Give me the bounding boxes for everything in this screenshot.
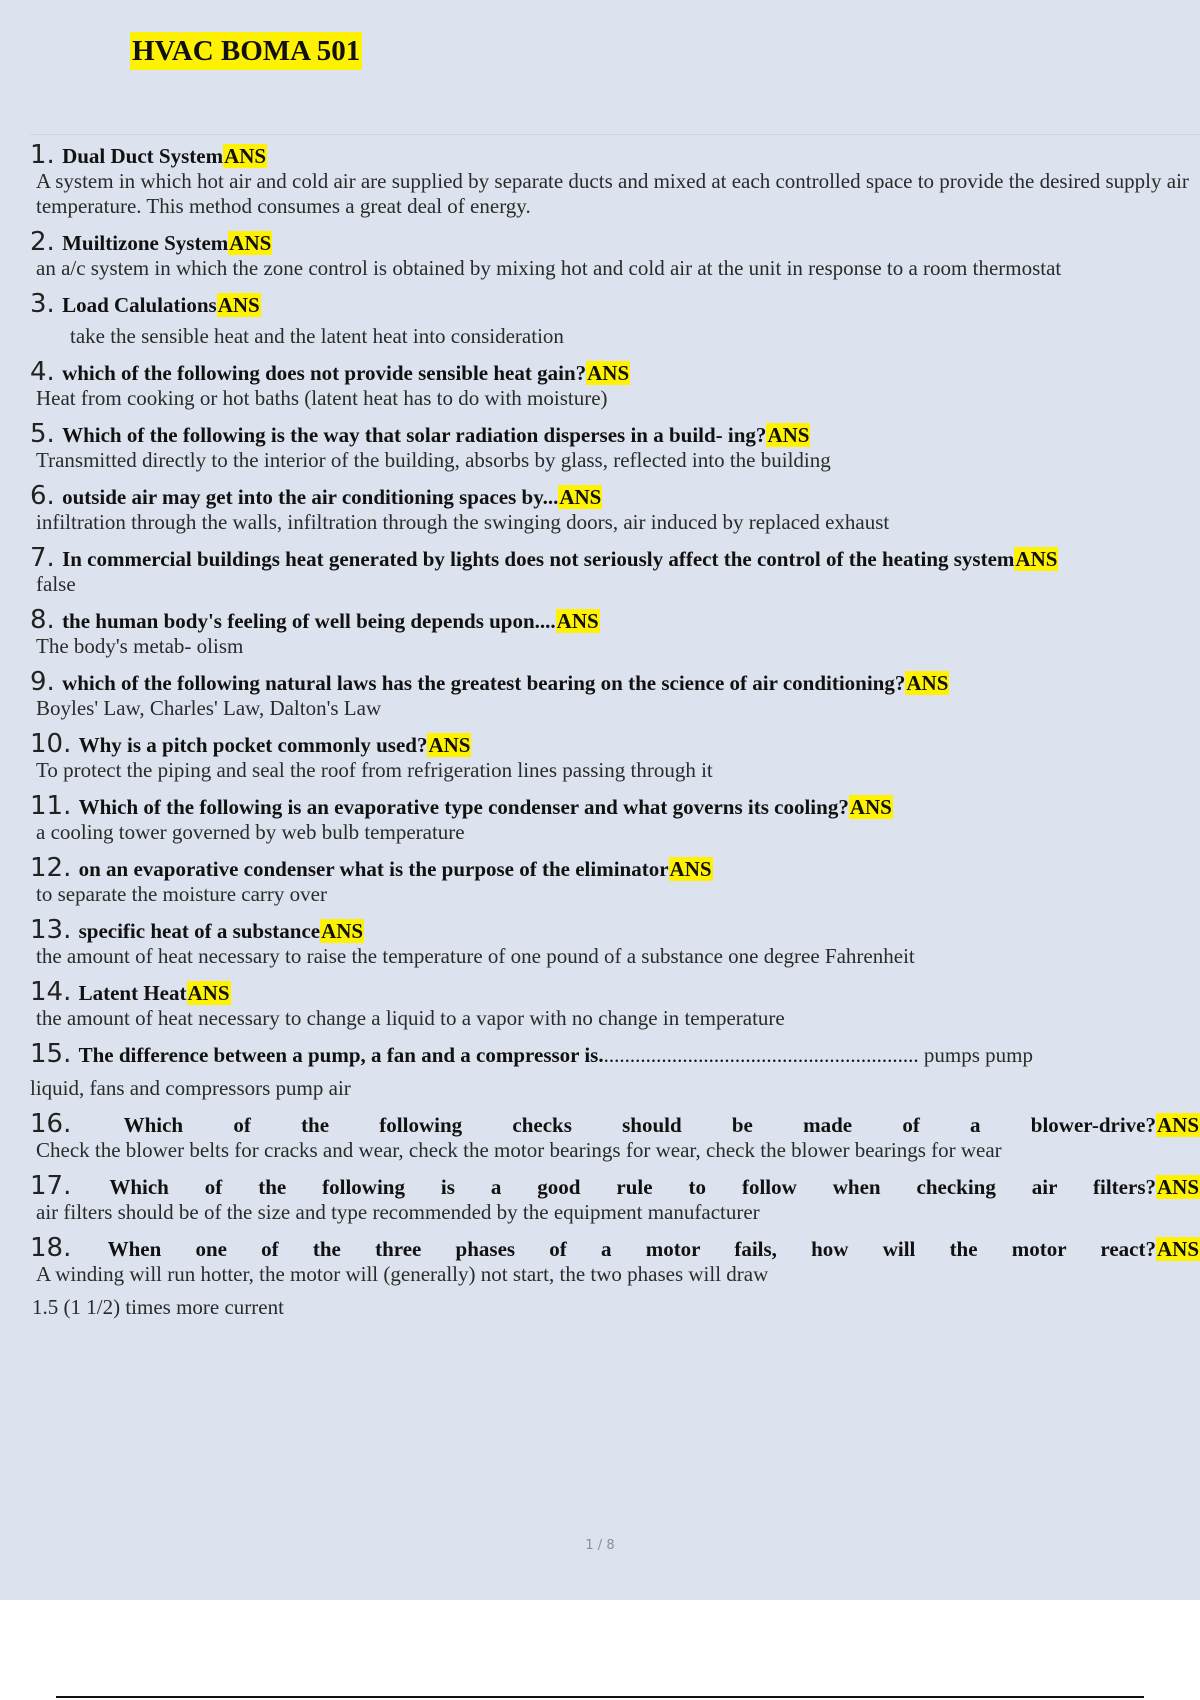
question-number: 3.: [30, 289, 55, 319]
answer-marker: ANS: [229, 231, 272, 255]
answer-marker: ANS: [559, 485, 602, 509]
answer-marker: ANS: [428, 733, 471, 757]
question-text: the human body's feeling of well being depends upon....: [62, 609, 556, 633]
question-text: which of the following natural laws has the greatest bearing on the science of air conditioning?: [62, 671, 906, 695]
answer-text: Check the blower belts for cracks and wear, check the motor bearings for wear, check the blower bearings for wear: [36, 1138, 1002, 1162]
list-item: [30, 1173, 1200, 1225]
answer-marker: ANS: [217, 293, 260, 317]
page-indicator: 1 / 8: [585, 1538, 615, 1553]
answer-marker: ANS: [1156, 1113, 1199, 1137]
answer-text: Transmitted directly to the interior of the building, absorbs by glass, reflected into the building: [36, 448, 831, 472]
document-title: HVAC BOMA 501: [130, 32, 362, 70]
list-item: [30, 291, 1200, 349]
answer-text: an a/c system in which the zone control is obtained by mixing hot and cold air at the unit in response to a room thermostat: [36, 256, 1062, 280]
answer-text: to separate the moisture carry over: [36, 882, 327, 906]
question-number: 10.: [30, 729, 72, 759]
answer-marker: ANS: [906, 671, 949, 695]
question-text: outside air may get into the air conditioning spaces by...: [62, 485, 559, 509]
answer-marker: ANS: [321, 919, 364, 943]
answer-marker: ANS: [187, 981, 230, 1005]
answer-marker: ANS: [1157, 1237, 1200, 1261]
question-text: specific heat of a substance: [78, 919, 321, 943]
answer-text: liquid, fans and compressors pump air: [30, 1076, 351, 1100]
list-item: [30, 607, 1200, 659]
question-text: which of the following does not provide sensible heat gain?: [62, 361, 587, 385]
leader-dots: ............................................................: [603, 1043, 919, 1067]
answer-marker: ANS: [1157, 1175, 1200, 1199]
list-item: [30, 359, 1200, 411]
answer-marker: ANS: [849, 795, 892, 819]
list-item: [30, 669, 1200, 721]
answer-text: To protect the piping and seal the roof from refrigeration lines passing through it: [36, 758, 713, 782]
question-number: 2.: [30, 227, 55, 257]
list-item: [30, 855, 1200, 907]
list-item: [30, 421, 1200, 473]
list-item: [30, 1111, 1200, 1163]
question-text: on an evaporative condenser what is the purpose of the eliminator: [78, 857, 669, 881]
list-item: [30, 1041, 1200, 1101]
question-text: Which of the following is a good rule to follow when checking air filters?: [109, 1175, 1156, 1199]
list-item: [30, 229, 1200, 281]
answer-text: A winding will run hotter, the motor will (generally) not start, the two phases will draw: [36, 1262, 769, 1286]
answer-text: a cooling tower governed by web bulb temperature: [36, 820, 465, 844]
question-text: In commercial buildings heat generated by lights does not seriously affect the control of the heating system: [62, 547, 1015, 571]
list-item: [30, 142, 1200, 219]
question-text: Dual Duct System: [62, 144, 224, 168]
question-number: 11.: [30, 791, 72, 821]
answer-text: The body's metab- olism: [36, 634, 244, 658]
answer-text: Heat from cooking or hot baths (latent heat has to do with moisture): [36, 386, 608, 410]
answer-text: the amount of heat necessary to change a liquid to a vapor with no change in temperature: [36, 1006, 785, 1030]
header-divider: [30, 134, 1200, 135]
question-number: 13.: [30, 915, 72, 945]
question-number: 17.: [30, 1173, 72, 1200]
answer-text-inline: pumps pump: [923, 1043, 1033, 1067]
question-list: [30, 142, 1200, 1330]
question-number: 14.: [30, 977, 72, 1007]
answer-marker: ANS: [669, 857, 712, 881]
answer-text-continued: 1.5 (1 1/2) times more current: [32, 1295, 284, 1319]
answer-text: Boyles' Law, Charles' Law, Dalton's Law: [36, 696, 382, 720]
question-number: 8.: [30, 605, 55, 635]
answer-text: infiltration through the walls, infiltration through the swinging doors, air induced by replaced exhaust: [36, 510, 890, 534]
list-item: [30, 793, 1200, 845]
question-text: When one of the three phases of a motor fails, how will the motor react?: [107, 1237, 1156, 1261]
question-text: Why is a pitch pocket commonly used?: [78, 733, 428, 757]
question-number: 18.: [30, 1235, 72, 1262]
list-item: [30, 731, 1200, 783]
answer-marker: ANS: [224, 144, 267, 168]
question-text: Which of the following is an evaporative type condenser and what governs its cooling?: [78, 795, 849, 819]
list-item: [30, 483, 1200, 535]
question-number: 4.: [30, 357, 55, 387]
question-text: Muiltizone System: [62, 231, 229, 255]
answer-text: A system in which hot air and cold air are supplied by separate ducts and mixed at each controlled space to provide the desired supply air temperature. This method consumes a great deal of energy.: [36, 169, 1189, 218]
question-number: 7.: [30, 543, 55, 573]
list-item: [30, 917, 1200, 969]
question-number: 16.: [30, 1111, 72, 1138]
list-item: [30, 545, 1200, 597]
answer-marker: ANS: [587, 361, 630, 385]
answer-text: false: [36, 572, 76, 596]
question-text: Which of the following is the way that solar radiation disperses in a build- ing?: [62, 423, 767, 447]
question-number: 6.: [30, 481, 55, 511]
list-item: [30, 1235, 1200, 1320]
question-text: Which of the following checks should be made of a blower-drive?: [123, 1113, 1156, 1137]
answer-text: take the sensible heat and the latent heat into consideration: [70, 324, 564, 348]
answer-marker: ANS: [1015, 547, 1058, 571]
answer-marker: ANS: [556, 609, 599, 633]
list-item: [30, 979, 1200, 1031]
bottom-divider: [56, 1696, 1144, 1698]
question-number: 12.: [30, 853, 72, 883]
question-number: 15.: [30, 1039, 72, 1069]
answer-marker: ANS: [767, 423, 810, 447]
question-number: 5.: [30, 419, 55, 449]
answer-text: the amount of heat necessary to raise the temperature of one pound of a substance one degree Fahrenheit: [36, 944, 915, 968]
question-number: 9.: [30, 667, 55, 697]
question-text: Load Calulations: [62, 293, 217, 317]
question-text: The difference between a pump, a fan and a compressor is.: [78, 1043, 604, 1067]
question-number: 1.: [30, 140, 55, 170]
question-text: Latent Heat: [78, 981, 187, 1005]
answer-text: air filters should be of the size and type recommended by the equipment manufacturer: [36, 1200, 760, 1224]
